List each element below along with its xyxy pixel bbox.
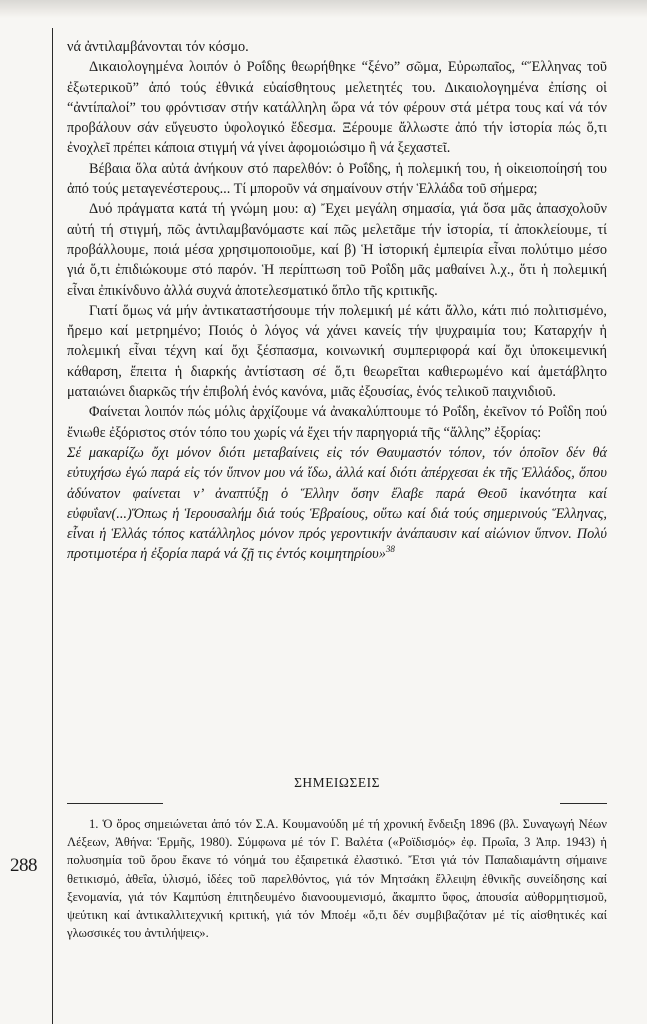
paragraph: Βέβαια ὅλα αὐτά ἀνήκουν στό παρελθόν: ὁ Ροΐδης, ἡ πολεμική του, ἡ οἰκειοποίησή του ἀπό τούς μεταγενέστερους... Τί μποροῦν νά σημαίνουν στήν Ἑλλάδα τοῦ σήμερα; — [67, 160, 607, 198]
quote-text: Σέ μακαρίζω ὄχι μόνον διότι μεταβαίνεις εἰς τόν Θαυμαστόν τόπον, τόν ὁποῖον δέν θά εὐτυχήσω ἐγώ παρά εἰς τόν ὕπνον μου νά ἴδω, ἀλλά καί διότι ἀπέρχεσαι ἐκ τῆς Ἑλλάδος, ὅπου ἀδύνατον φαίνεται ν’ ἀναπτύξῃ ὁ Ἕλλην ὅσην ἔλαβε παρά Θεοῦ ἱκανότητα καί εὐφυΐαν(...)Ὅπως ἡ Ἱερουσαλήμ διά τούς Ἑβραίους, οὕτω καί διά τούς σημερινούς Ἕλληνας, εἶναι ἡ Ἑλλάς τόπος κατάλληλος μόνον πρός γεροντικήν ἀνάπαυσιν καί αἰώνιον ὕπνον. Πολύ προτιμοτέρα ἡ ἐξορία παρά νά ζῇ τις ἐντός κοιμητηρίου» — [67, 444, 607, 563]
paragraph: νά ἀντιλαμβάνονται τόν κόσμο. — [67, 39, 249, 55]
paragraph: Γιατί ὅμως νά μήν ἀντικαταστήσουμε τήν πολεμική μέ κάτι ἄλλο, κάτι πιό πολιτισμένο, ἤρεμο καί μετρημένο; Ποιός ὁ λόγος νά χάνει κανείς τήν ψυχραιμία του; Καταρχήν ἡ πολεμική εἶναι τέχνη καί ὄχι ξέσπασμα, κοινωνική συμπεριφορά καί ὄχι ὑποκειμενική κάθαρση, ἔπειτα ἡ διαρκής ἀντίσταση σέ ὅ,τι θεωρεῖται καθιερωμένο καί ἀμετάβλητο ματαιώνει διαρκῶς τήν ἐπιβολή ἑνός κανόνα, μιᾶς ἐξουσίας, ἑνός τελικοῦ παιχνιδιοῦ. — [67, 302, 607, 401]
footnote-ref: 38 — [385, 544, 395, 555]
page-number: 288 — [10, 855, 37, 876]
paragraph: Φαίνεται λοιπόν πώς μόλις ἀρχίζουμε νά ἀνακαλύπτουμε τό Ροΐδη, ἐκεῖνον τό Ροΐδη πού ἔνιωθε ἐξόριστος στόν τόπο του χωρίς νά ἔχει τήν παρηγοριά τῆς “ἄλλης” ἐξορίας: — [67, 404, 607, 441]
main-text — [67, 37, 607, 565]
block-quote — [67, 443, 607, 565]
scan-top-edge — [0, 0, 647, 18]
margin-rule — [52, 28, 53, 1024]
notes-title: ΣΗΜΕΙΩΣΕΙΣ — [294, 775, 380, 790]
paragraph: Δικαιολογημένα λοιπόν ὁ Ροΐδης θεωρήθηκε “ξένο” σῶμα, Εὐρωπαῖος, “Ἕλληνας τοῦ ἐξωτερικοῦ” ἀπό τούς ἐθνικά εὐαίσθητους μελετητές του. Δικαιολογημένα ἐπίσης οἱ “ἀντίπαλοί” του φρόντισαν στήν κατάλληλη ὥρα νά τόν φέρουν στά μέτρα τους καί νά τόν προβάλουν σάν εὔγευστο ὑφολογικό ἔδεσμα. Ξέρουμε ἄλλωστε ἀπό τήν ἱστορία πώς ὅ,τι ἐνοχλεῖ πρέπει κάποια στιγμή νά γίνει ἀφομοιώσιμο ἢ νά ξεχαστεῖ. — [67, 59, 607, 157]
footnote-item: 1. Ὁ ὅρος σημειώνεται ἀπό τόν Σ.Α. Κουμανούδη μέ τή χρονική ἔνδειξη 1896 (βλ. Συναγωγή Νέων Λέξεων, Ἀθήνα: Ἑρμῆς, 1980). Σύμφωνα μέ τόν Γ. Βαλέτα («Ροϊδισμός» ἐφ. Πρωΐα, 3 Ἀπρ. 1943) ἡ πολυσημία τοῦ ὅρου ἔκανε τό νόημά του ἐξαιρετικά ἐλαστικό. Ἔτσι γιά τόν Παπαδιαμάντη σήμαινε θετικισμό, ἀθεΐα, ὑλισμό, ἰδέες τοῦ παρελθόντος, γιά τόν Μητσάκη ἔλλειψη ἐθνικῆς συνείδησης καί ξενομανία, γιά τόν Καμπύση ἐπιτηδευμένο διανοουμενισμό, ἄκαμπτο ὕφος, ἀπουσία αὐθορμητισμοῦ, ψεύτικη καί ἀντικαλλιτεχνική κριτική, γιά τόν Μποέμ «ὅ,τι δέν συμβιβαζόταν μέ τίς αἰσθητικές καί γλωσσικές του ἀντιλήψεις». — [67, 817, 607, 941]
notes-divider-left — [67, 803, 163, 804]
footnotes — [67, 815, 607, 942]
paragraph: Δυό πράγματα κατά τή γνώμη μου: α) Ἔχει μεγάλη σημασία, γιά ὅσα μᾶς ἀπασχολοῦν αὐτή τή στιγμή, πῶς ἀντιλαμβανόμαστε καί πῶς μελετᾶμε τήν ἱστορία, τί ἀποκλείουμε, τί προβάλλουμε, ποιά μέσα χρησιμοποιοῦμε, καί β) Ἡ ἱστορική ἐμπειρία εἶναι πολύτιμο μέσο γιά ὅ,τι ἐπιδιώκουμε στό παρόν. Ἡ περίπτωση τοῦ Ροΐδη μᾶς μαθαίνει λ.χ., ὅτι ἡ πολεμική εἶναι ἐπικίνδυνο ἀλλά συχνά ἀποτελεσματικό ὅπλο τῆς κριτικῆς. — [67, 201, 607, 299]
notes-divider-right — [560, 803, 607, 804]
